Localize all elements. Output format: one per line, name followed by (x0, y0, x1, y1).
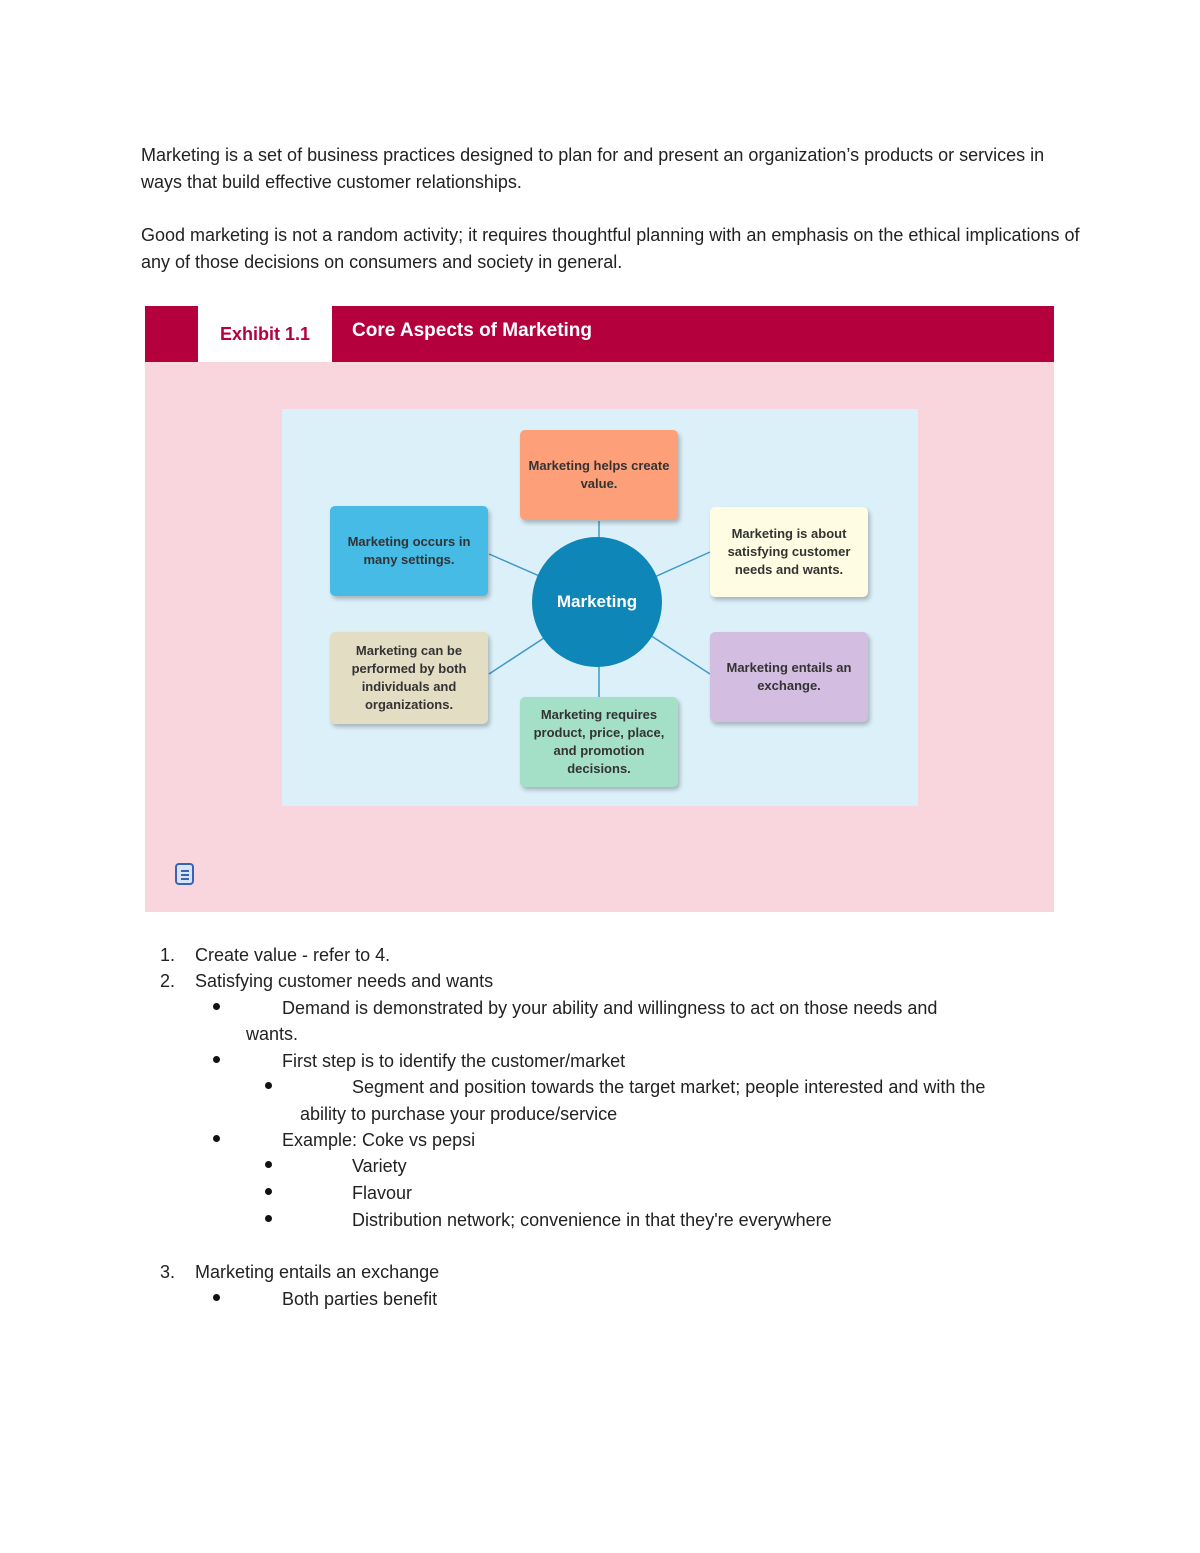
list-item: Segment and position towards the target market; people interested and with the (352, 1077, 986, 1097)
node-performers: Marketing can be performed by both individuals and organizations. (330, 632, 488, 724)
list-number: 3. (160, 1262, 176, 1282)
list-item: Both parties benefit (282, 1289, 438, 1309)
list-item: Marketing entails an exchange (195, 1262, 440, 1282)
bullet-icon (265, 1188, 272, 1195)
bullet-icon (213, 1003, 220, 1010)
list-item: Variety (352, 1156, 407, 1176)
list-item-continuation: ability to purchase your produce/service (300, 1104, 618, 1124)
exhibit-title: Core Aspects of Marketing (352, 320, 593, 341)
exhibit-header (145, 306, 1054, 362)
node-create-value: Marketing helps create value. (520, 430, 678, 520)
list-item: Demand is demonstrated by your ability and willingness to act on those needs and (282, 998, 938, 1018)
bullet-icon (265, 1161, 272, 1168)
intro-paragraph: Marketing is a set of business practices designed to plan for and present an organization’s products or services in ways that build effective customer relationships. (141, 145, 1045, 192)
list-item: First step is to identify the customer/market (282, 1051, 626, 1071)
list-item: Flavour (352, 1183, 413, 1203)
list-item: Distribution network; convenience in that they're everywhere (352, 1210, 832, 1230)
bullet-icon (213, 1294, 220, 1301)
bullet-icon (213, 1056, 220, 1063)
node-exchange: Marketing entails an exchange. (710, 632, 868, 722)
exhibit-label: Exhibit 1.1 (198, 306, 332, 362)
bullet-icon (265, 1082, 272, 1089)
bullet-icon (265, 1215, 272, 1222)
exhibit-figure (145, 306, 1054, 912)
list-number: 1. (160, 945, 176, 965)
list-item: Example: Coke vs pepsi (282, 1130, 476, 1150)
list-number: 2. (160, 971, 176, 991)
document-icon[interactable] (175, 863, 194, 885)
list-item: Create value - refer to 4. (195, 945, 391, 965)
node-four-p-decisions: Marketing requires product, price, place, and promotion decisions. (520, 697, 678, 787)
list-item-continuation: wants. (246, 1024, 299, 1044)
node-satisfying-needs: Marketing is about satisfying customer needs and wants. (710, 507, 868, 597)
list-item: Satisfying customer needs and wants (195, 971, 494, 991)
center-node-marketing: Marketing (532, 537, 662, 667)
bullet-icon (213, 1135, 220, 1142)
second-paragraph: Good marketing is not a random activity; it requires thoughtful planning with an emphasis on the ethical implications of any of those decisions on consumers and society in general. (141, 225, 1080, 272)
node-many-settings: Marketing occurs in many settings. (330, 506, 488, 596)
core-aspects-diagram (282, 409, 918, 806)
